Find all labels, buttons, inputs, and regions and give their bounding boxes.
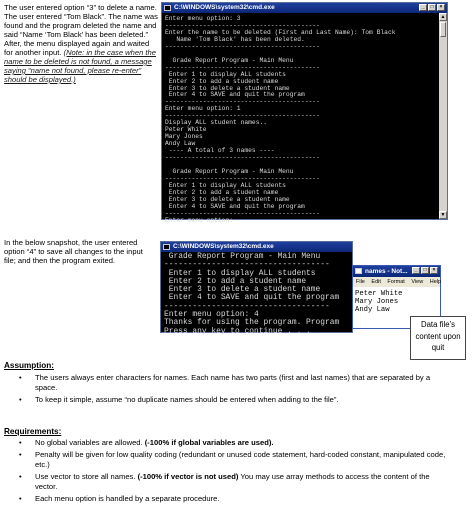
list-item xyxy=(4,438,454,448)
console-line: Enter 2 to add a student name xyxy=(164,276,307,286)
scroll-down-arrow-icon[interactable]: ▼ xyxy=(440,212,446,218)
console-line: ----------------------------------------- xyxy=(165,63,320,71)
console-line: Andy Law xyxy=(165,140,196,148)
cmd-app-icon xyxy=(164,5,171,11)
intro-text-1: The user entered option “3” to delete a name. The user entered “Tom Black”. The name was found and the program deleted the name and said “Name ‘Tom Black’ has been deleted.” After, the menu displayed again and waited for another input. xyxy=(4,3,158,57)
console-line: Thanks for using the program. Program xyxy=(164,318,340,328)
menu-help[interactable]: Help xyxy=(429,279,442,285)
console-line: Enter 4 to SAVE and quit the program xyxy=(164,293,340,303)
notepad-menubar xyxy=(353,277,440,287)
requirements-list xyxy=(4,438,454,506)
intro-paragraph-1 xyxy=(4,3,158,84)
console-line: Name 'Tom Black' has been deleted. xyxy=(165,35,305,43)
console-line: Press any key to continue . . . xyxy=(164,326,311,336)
console-window-2[interactable] xyxy=(160,241,353,336)
console-line: Enter 2 to add a student name xyxy=(165,77,279,85)
list-item xyxy=(4,472,454,492)
notepad-titlebar[interactable] xyxy=(353,266,440,277)
console-line: Enter 1 to display ALL students xyxy=(165,181,286,189)
console-line: Grade Report Program - Main Menu xyxy=(164,252,321,261)
callout-text: Data file’s content upon quit xyxy=(415,320,461,352)
close-button[interactable]: × xyxy=(430,267,438,274)
maximize-button[interactable]: □ xyxy=(421,267,429,274)
console-line: ----------------------------------------- xyxy=(165,174,320,182)
assumption-heading: Assumption: xyxy=(4,361,55,370)
console-line: Enter 2 to add a student name xyxy=(165,188,279,196)
console-line: ----------------------------------- xyxy=(164,301,330,311)
assumption-list xyxy=(4,373,454,407)
notepad-content[interactable]: Peter White Mary Jones Andy Law xyxy=(355,290,403,315)
cmd-app-icon xyxy=(163,244,170,250)
intro-note: (Note: in the case when the name to be deleted is not found, a message saying “name not found, please re-enter” should be displayed.) xyxy=(4,48,156,84)
console-window-1[interactable] xyxy=(161,2,448,224)
console-line: Enter menu option: 3 xyxy=(165,15,241,22)
console-line: Grade Report Program - Main Menu xyxy=(165,56,294,64)
console-line: Mary Jones xyxy=(165,133,203,141)
console-line: Enter the name to be deleted (First and Last Name): Tom Black xyxy=(165,28,396,36)
scroll-thumb[interactable] xyxy=(440,22,446,37)
console-1-scrollbar[interactable] xyxy=(439,13,447,219)
console-1-output xyxy=(165,16,396,225)
console-line: ----------------------------------------- xyxy=(165,154,320,162)
console-line: Display ALL student names.. xyxy=(165,119,268,127)
console-line: ----------------------------------- xyxy=(164,260,330,270)
console-line: Enter menu option: 4 xyxy=(164,310,259,320)
menu-edit[interactable]: Edit xyxy=(371,279,381,285)
console-line: ----------------------------------------- xyxy=(165,98,320,106)
console-line: ---- A total of 3 names ---- xyxy=(165,147,275,155)
console-2-titlebar[interactable] xyxy=(161,242,352,252)
console-line: Enter 4 to SAVE and quit the program xyxy=(165,91,305,99)
requirements-heading: Requirements: xyxy=(4,427,62,436)
req-text: Use vector to store all names. xyxy=(35,472,138,481)
console-line: Enter 1 to display ALL students xyxy=(165,70,286,78)
console-line: Enter 1 to display ALL students xyxy=(164,268,316,278)
list-item xyxy=(4,494,454,504)
minimize-button[interactable]: _ xyxy=(419,4,427,11)
scroll-up-arrow-icon[interactable]: ▲ xyxy=(440,14,446,20)
data-file-callout xyxy=(410,316,466,360)
console-2-title: C:\WINDOWS\system32\cmd.exe xyxy=(173,243,274,250)
console-2-output xyxy=(164,253,339,336)
menu-format[interactable]: Format xyxy=(387,279,405,285)
console-line: Enter 3 to delete a student name xyxy=(165,195,290,203)
console-line: ----------------------------------------- xyxy=(165,42,320,50)
req-penalty: (-100% if global variables are used). xyxy=(144,438,274,447)
maximize-button[interactable]: □ xyxy=(428,4,436,11)
console-line: Enter menu option: 1 xyxy=(165,105,241,113)
req-text: Penalty will be given for low quality coding (redundant or unused code statement, hard-coded constant, manipulated code, etc.) xyxy=(35,450,446,469)
close-button[interactable]: × xyxy=(437,4,445,11)
notepad-app-icon xyxy=(355,268,362,274)
menu-file[interactable]: File xyxy=(356,279,365,285)
list-item xyxy=(4,450,454,470)
console-1-title: C:\WINDOWS\system32\cmd.exe xyxy=(174,4,275,11)
list-item: • The users always enter characters for names. Each name has two parts (first and last names) that are separated by a space. xyxy=(4,373,454,393)
console-line: Enter 4 to SAVE and quit the program xyxy=(165,202,305,210)
intro-text-2: In the below snapshot, the user entered option “4” to save all changes to the input file; and then the program exited. xyxy=(4,238,143,265)
notepad-title: names - Not... xyxy=(365,268,408,275)
console-line: Enter 3 to delete a student name xyxy=(165,84,290,92)
menu-view[interactable]: View xyxy=(411,279,424,285)
console-line: Grade Report Program - Main Menu xyxy=(165,167,294,175)
req-penalty: (-100% if vector is not used) xyxy=(137,472,239,481)
list-item: • To keep it simple, assume “no duplicate names should be entered when adding to the file”. xyxy=(4,395,454,405)
console-line: ----------------------------------------- xyxy=(165,112,320,120)
req-text: Each menu option is handled by a separate procedure. xyxy=(35,494,220,503)
console-line: ----------------------------------------- xyxy=(165,21,320,29)
minimize-button[interactable]: _ xyxy=(412,267,420,274)
intro-paragraph-2 xyxy=(4,238,156,265)
console-1-titlebar[interactable] xyxy=(162,3,447,13)
req-tail: You may use array methods to access the content of the vector. xyxy=(35,472,430,491)
console-line: Enter menu option: xyxy=(165,216,234,224)
console-line: ----------------------------------------- xyxy=(165,209,320,217)
console-line: Enter 3 to delete a student name xyxy=(164,285,321,295)
req-text: No global variables are allowed. xyxy=(35,438,145,447)
console-line: Peter White xyxy=(165,126,207,134)
